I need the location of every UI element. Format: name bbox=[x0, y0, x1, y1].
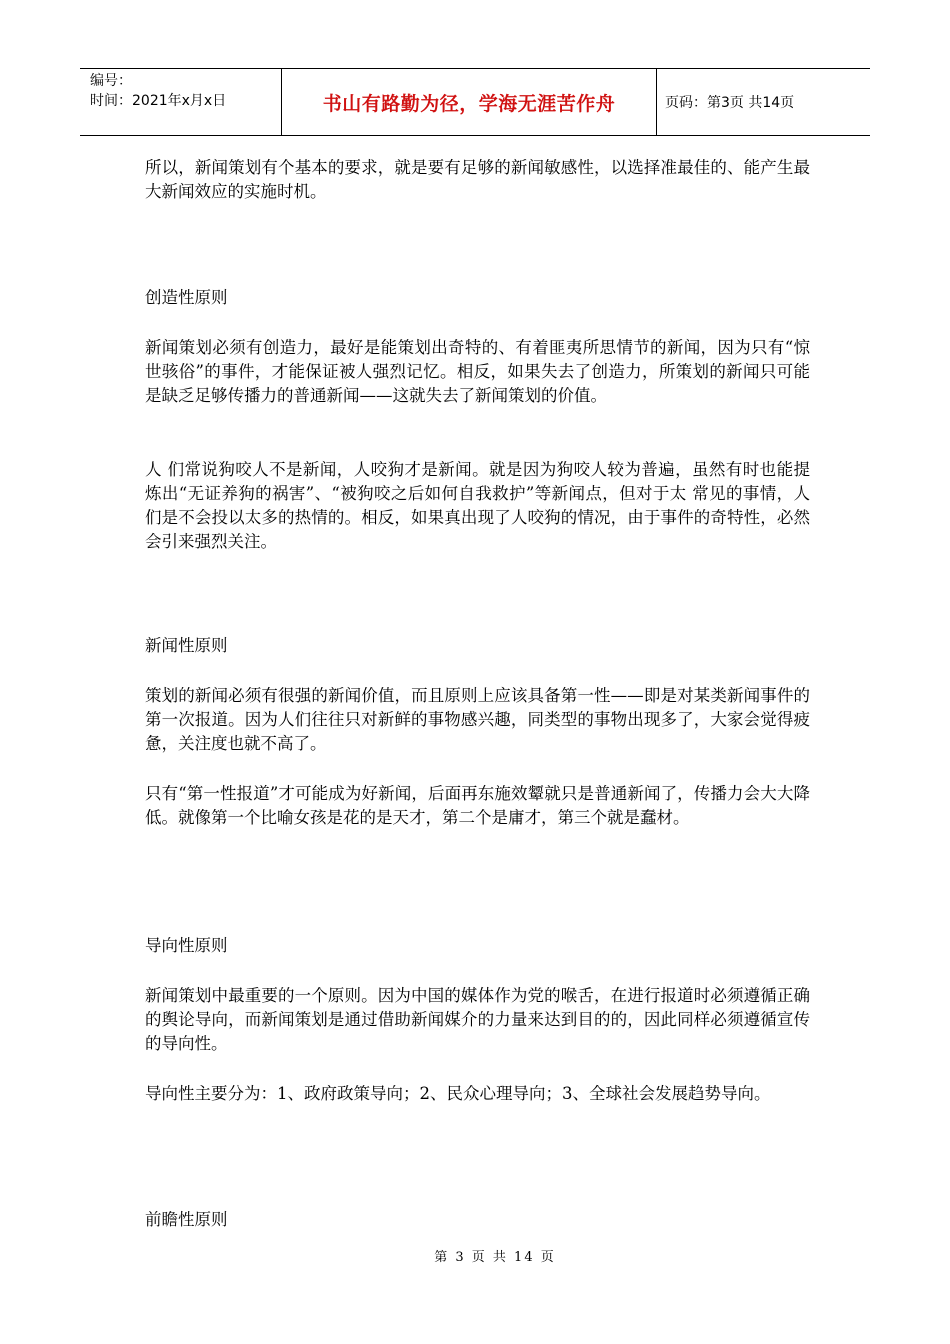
paragraph-guidance: 新闻策划中最重要的一个原则。因为中国的媒体作为党的喉舌，在进行报道时必须遵循正确的舆论导向，而新闻策划是通过借助新闻媒介的力量来达到目的的，因此同样必须遵循宣传的导向性。 bbox=[145, 986, 810, 1053]
paragraph-newsworthiness: 策划的新闻必须有很强的新闻价值，而且原则上应该具备第一性——即是对某类新闻事件的第一次报道。因为人们往往只对新鲜的事物感兴趣，同类型的事物出现多了，大家会觉得疲惫，关注度也就不高了。 bbox=[145, 686, 810, 753]
section-heading-creativity: 创造性原则 bbox=[145, 288, 228, 307]
document-number-label: 编号： bbox=[90, 73, 132, 89]
header-page-label: 页码：第3页 共14页 bbox=[665, 95, 795, 111]
section-heading-foresight: 前瞻性原则 bbox=[145, 1210, 228, 1229]
header-motto: 书山有路勤为径，学海无涯苦作舟 bbox=[282, 69, 657, 135]
section-heading-newsworthiness: 新闻性原则 bbox=[145, 636, 228, 655]
paragraph-intro: 所以，新闻策划有个基本的要求，就是要有足够的新闻敏感性，以选择准最佳的、能产生最大新闻效应的实施时机。 bbox=[145, 158, 810, 201]
paragraph-first-report: 只有“第一性报道”才可能成为好新闻，后面再东施效颦就只是普通新闻了，传播力会大大降低。就像第一个比喻女孩是花的是天才，第二个是庸才，第三个就是蠢材。 bbox=[145, 784, 810, 827]
document-time-label: 时间：2021年x月x日 bbox=[90, 93, 227, 109]
header-meta bbox=[80, 69, 282, 135]
section-heading-guidance: 导向性原则 bbox=[145, 936, 228, 955]
page-footer: 第 3 页 共 14 页 bbox=[434, 1250, 556, 1265]
document-header bbox=[80, 68, 870, 136]
paragraph-guidance-types: 导向性主要分为：1、政府政策导向；2、民众心理导向；3、全球社会发展趋势导向。 bbox=[145, 1084, 771, 1103]
paragraph-dog-example: 人 们常说狗咬人不是新闻，人咬狗才是新闻。就是因为狗咬人较为普遍，虽然有时也能提炼出“无证养狗的祸害”、“被狗咬之后如何自我救护”等新闻点，但对于太 常见的事情，人们是不会投以太多的热情的。相反，如果真出现了人咬狗的情况，由于事件的奇特性，必然会引来强烈关注。 bbox=[145, 460, 810, 551]
paragraph-creativity: 新闻策划必须有创造力，最好是能策划出奇特的、有着匪夷所思情节的新闻，因为只有“惊世骇俗”的事件，才能保证被人强烈记忆。相反，如果失去了创造力，所策划的新闻只可能是缺乏足够传播力的普通新闻——这就失去了新闻策划的价值。 bbox=[145, 338, 810, 405]
